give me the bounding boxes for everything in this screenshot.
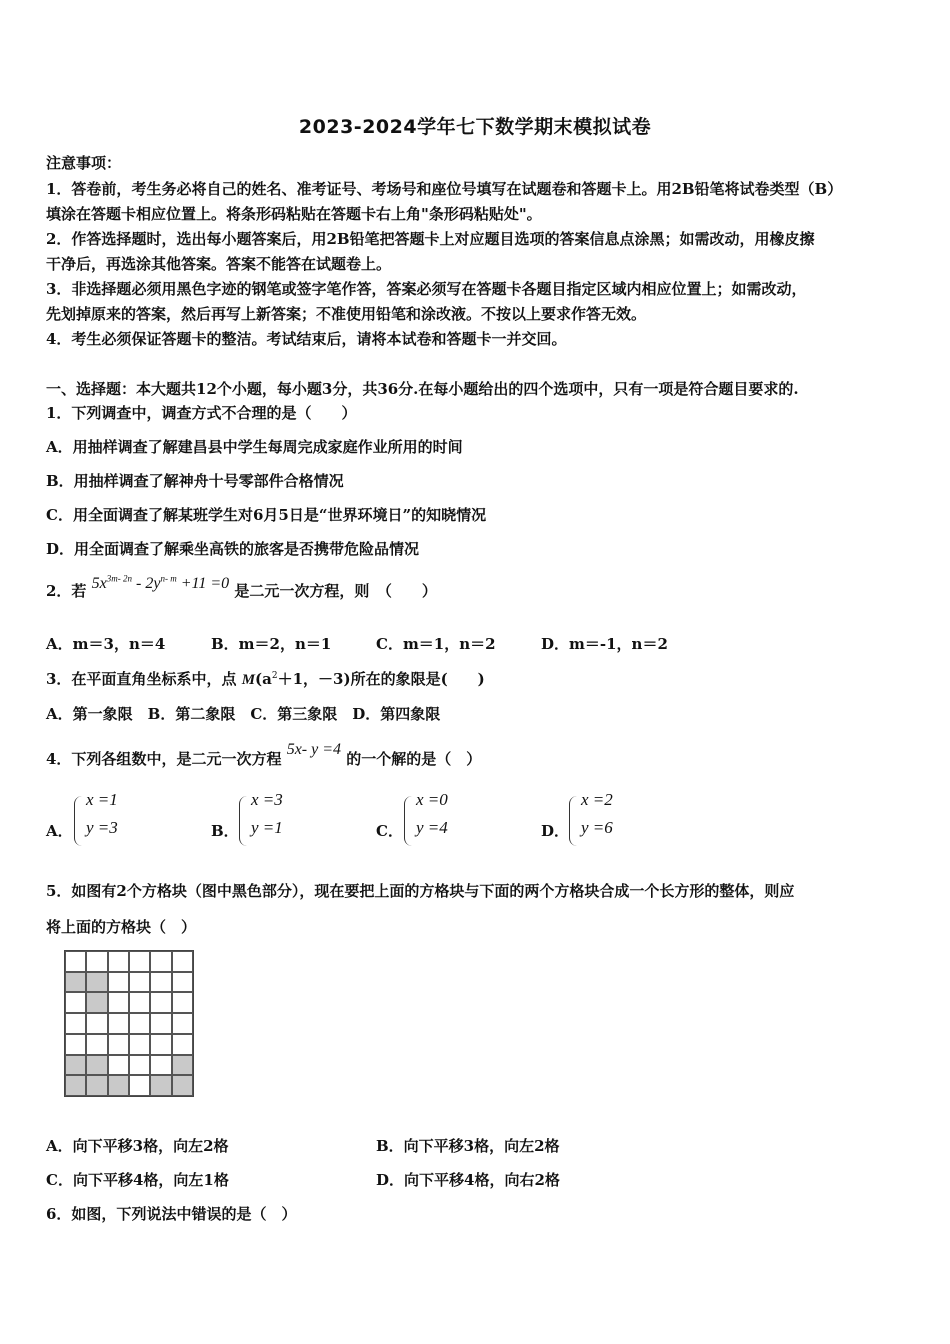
grid-cell [86,1034,107,1055]
grid-cell [108,972,129,993]
brace [74,796,83,846]
grid-cell [129,972,150,993]
grid-cell [129,1034,150,1055]
grid-cell [129,951,150,972]
q3-pre: 3．在平面直角坐标系中，点 [46,670,237,688]
q3-coord-1: (a [255,670,272,688]
x-value: x =3 [251,790,283,809]
q5-grid-figure [64,950,194,1097]
q2-option-d: D．m＝-1，n＝2 [541,635,668,653]
page-title: 2023-2024学年七下数学期末模拟试卷 [298,116,652,138]
grid-cell [129,1075,150,1096]
grid-cell-shaded [86,1055,107,1076]
grid-cell [150,1013,171,1034]
notice-line-1: 1．答卷前，考生务必将自己的姓名、准考证号、考场号和座位号填写在试题卷和答题卡上。用2B铅笔将试卷类型（B） [46,180,843,198]
grid-cell [108,1013,129,1034]
grid-cell [65,992,86,1013]
q2-option-a: A．m＝3，n＝4 [46,635,166,653]
grid-cell-shaded [65,1055,86,1076]
q4-option-b [211,790,331,850]
q3-coord-2: ＋1，－3)所在的象限是( ) [277,670,485,688]
section-heading: 一、选择题：本大题共12个小题，每小题3分，共36分.在每小题给出的四个选项中，只有一项是符合题目要求的. [46,380,799,398]
q3-square: 2 [271,671,278,681]
q1-option-d: D．用全面调查了解乘坐高铁的旅客是否携带危险品情况 [46,540,420,558]
grid-cell-shaded [108,1075,129,1096]
grid-cell [129,992,150,1013]
q5-option-b: B．向下平移3格，向左2格 [376,1137,560,1155]
grid-cell-shaded [86,992,107,1013]
grid-cell-shaded [65,1075,86,1096]
grid-cell [172,992,193,1013]
q2-option-b: B．m＝2，n＝1 [211,635,332,653]
q4-option-a [46,790,166,850]
grid-cell [108,951,129,972]
grid-cell [108,1034,129,1055]
q5-option-c: C．向下平移4格，向左1格 [46,1171,229,1189]
notice-line-4: 干净后，再选涂其他答案。答案不能答在试题卷上。 [46,255,392,273]
q5-option-d: D．向下平移4格，向右2格 [376,1171,560,1189]
q5-stem-line-1: 5．如图有2个方格块（图中黑色部分），现在要把上面的方格块与下面的两个方格块合成一个长方形的整体，则应 [46,882,795,900]
grid-cell [150,972,171,993]
y-value: y =1 [251,818,283,837]
q5-stem-line-2: 将上面的方格块（ ） [46,918,197,936]
grid-cell [86,951,107,972]
brace [569,796,578,846]
grid-cell-shaded [172,1075,193,1096]
grid-cell-shaded [86,1075,107,1096]
option-label: B． [211,822,239,840]
q3-options: A．第一象限 B．第二象限 C．第三象限 D．第四象限 [46,705,441,723]
q2-term-3: +11 =0 [176,575,230,592]
q3-point: M [241,672,256,688]
grid-cell [65,951,86,972]
q2-term-1: 5x [91,575,107,592]
grid-cell [172,1034,193,1055]
q2-stem [46,573,437,601]
grid-cell-shaded [172,1055,193,1076]
notice-line-6: 先划掉原来的答案，然后再写上新答案；不准使用铅笔和涂改液。不按以上要求作答无效。 [46,305,647,323]
grid-cell [172,972,193,993]
grid-cell [129,1013,150,1034]
q1-option-a: A．用抽样调查了解建昌县中学生每周完成家庭作业所用的时间 [46,438,463,456]
q4-equation: 5x- y =4 [286,741,342,758]
q1-option-b: B．用抽样调查了解神舟十号零部件合格情况 [46,472,344,490]
q4-post: 的一个解的是（ ） [346,750,482,768]
q2-equation [92,575,229,592]
grid-cell [172,1013,193,1034]
q3-stem [46,668,485,689]
grid-cell [86,1013,107,1034]
q4-pre: 4．下列各组数中，是二元一次方程 [46,750,282,768]
q5-option-a: A．向下平移3格，向左2格 [46,1137,229,1155]
brace [404,796,413,846]
q2-pre: 2．若 [46,582,87,600]
grid-cell-shaded [65,972,86,993]
q1-option-c: C．用全面调查了解某班学生对6月5日是“世界环境日”的知晓情况 [46,506,487,524]
brace [239,796,248,846]
x-value: x =0 [416,790,448,809]
notice-line-2: 填涂在答题卡相应位置上。将条形码粘贴在答题卡右上角"条形码粘贴处"。 [46,205,542,223]
grid-cell [108,992,129,1013]
grid-cell [150,951,171,972]
grid-cell [150,1034,171,1055]
option-label: A． [46,822,73,840]
notice-line-5: 3．非选择题必须用黑色字迹的钢笔或签字笔作答，答案必须写在答题卡各题目指定区域内相应位置上；如需改动， [46,280,807,298]
q2-post: 是二元一次方程，则 （ ） [234,582,437,600]
grid-cell-shaded [150,1075,171,1096]
q2-exp-2: n- m [160,573,177,584]
grid-cell [65,1013,86,1034]
y-value: y =6 [581,818,613,837]
y-value: y =3 [86,818,118,837]
grid-cell [65,1034,86,1055]
grid-cell [129,1055,150,1076]
notice-heading: 注意事项： [46,154,122,172]
q2-term-2: - 2y [132,575,161,592]
grid-cell [150,992,171,1013]
grid-cell [150,1055,171,1076]
q4-stem [46,741,482,769]
notice-line-7: 4．考生必须保证答题卡的整洁。考试结束后，请将本试卷和答题卡一并交回。 [46,330,567,348]
grid-cell-shaded [86,972,107,993]
grid-cell [172,951,193,972]
y-value: y =4 [416,818,448,837]
q4-option-c [376,790,496,850]
q4-option-d [541,790,661,850]
x-value: x =1 [86,790,118,809]
notice-line-3: 2．作答选择题时，选出每小题答案后，用2B铅笔把答题卡上对应题目选项的答案信息点涂黑；如需改动，用橡皮擦 [46,230,815,248]
q2-option-c: C．m＝1，n＝2 [376,635,496,653]
option-label: D． [541,822,570,840]
q6-stem: 6．如图，下列说法中错误的是（ ） [46,1205,297,1223]
q1-stem: 1．下列调查中，调查方式不合理的是（ ） [46,404,357,422]
q2-exp-1: 3m- 2n [106,573,133,584]
option-label: C． [376,822,403,840]
grid-cell [108,1055,129,1076]
x-value: x =2 [581,790,613,809]
